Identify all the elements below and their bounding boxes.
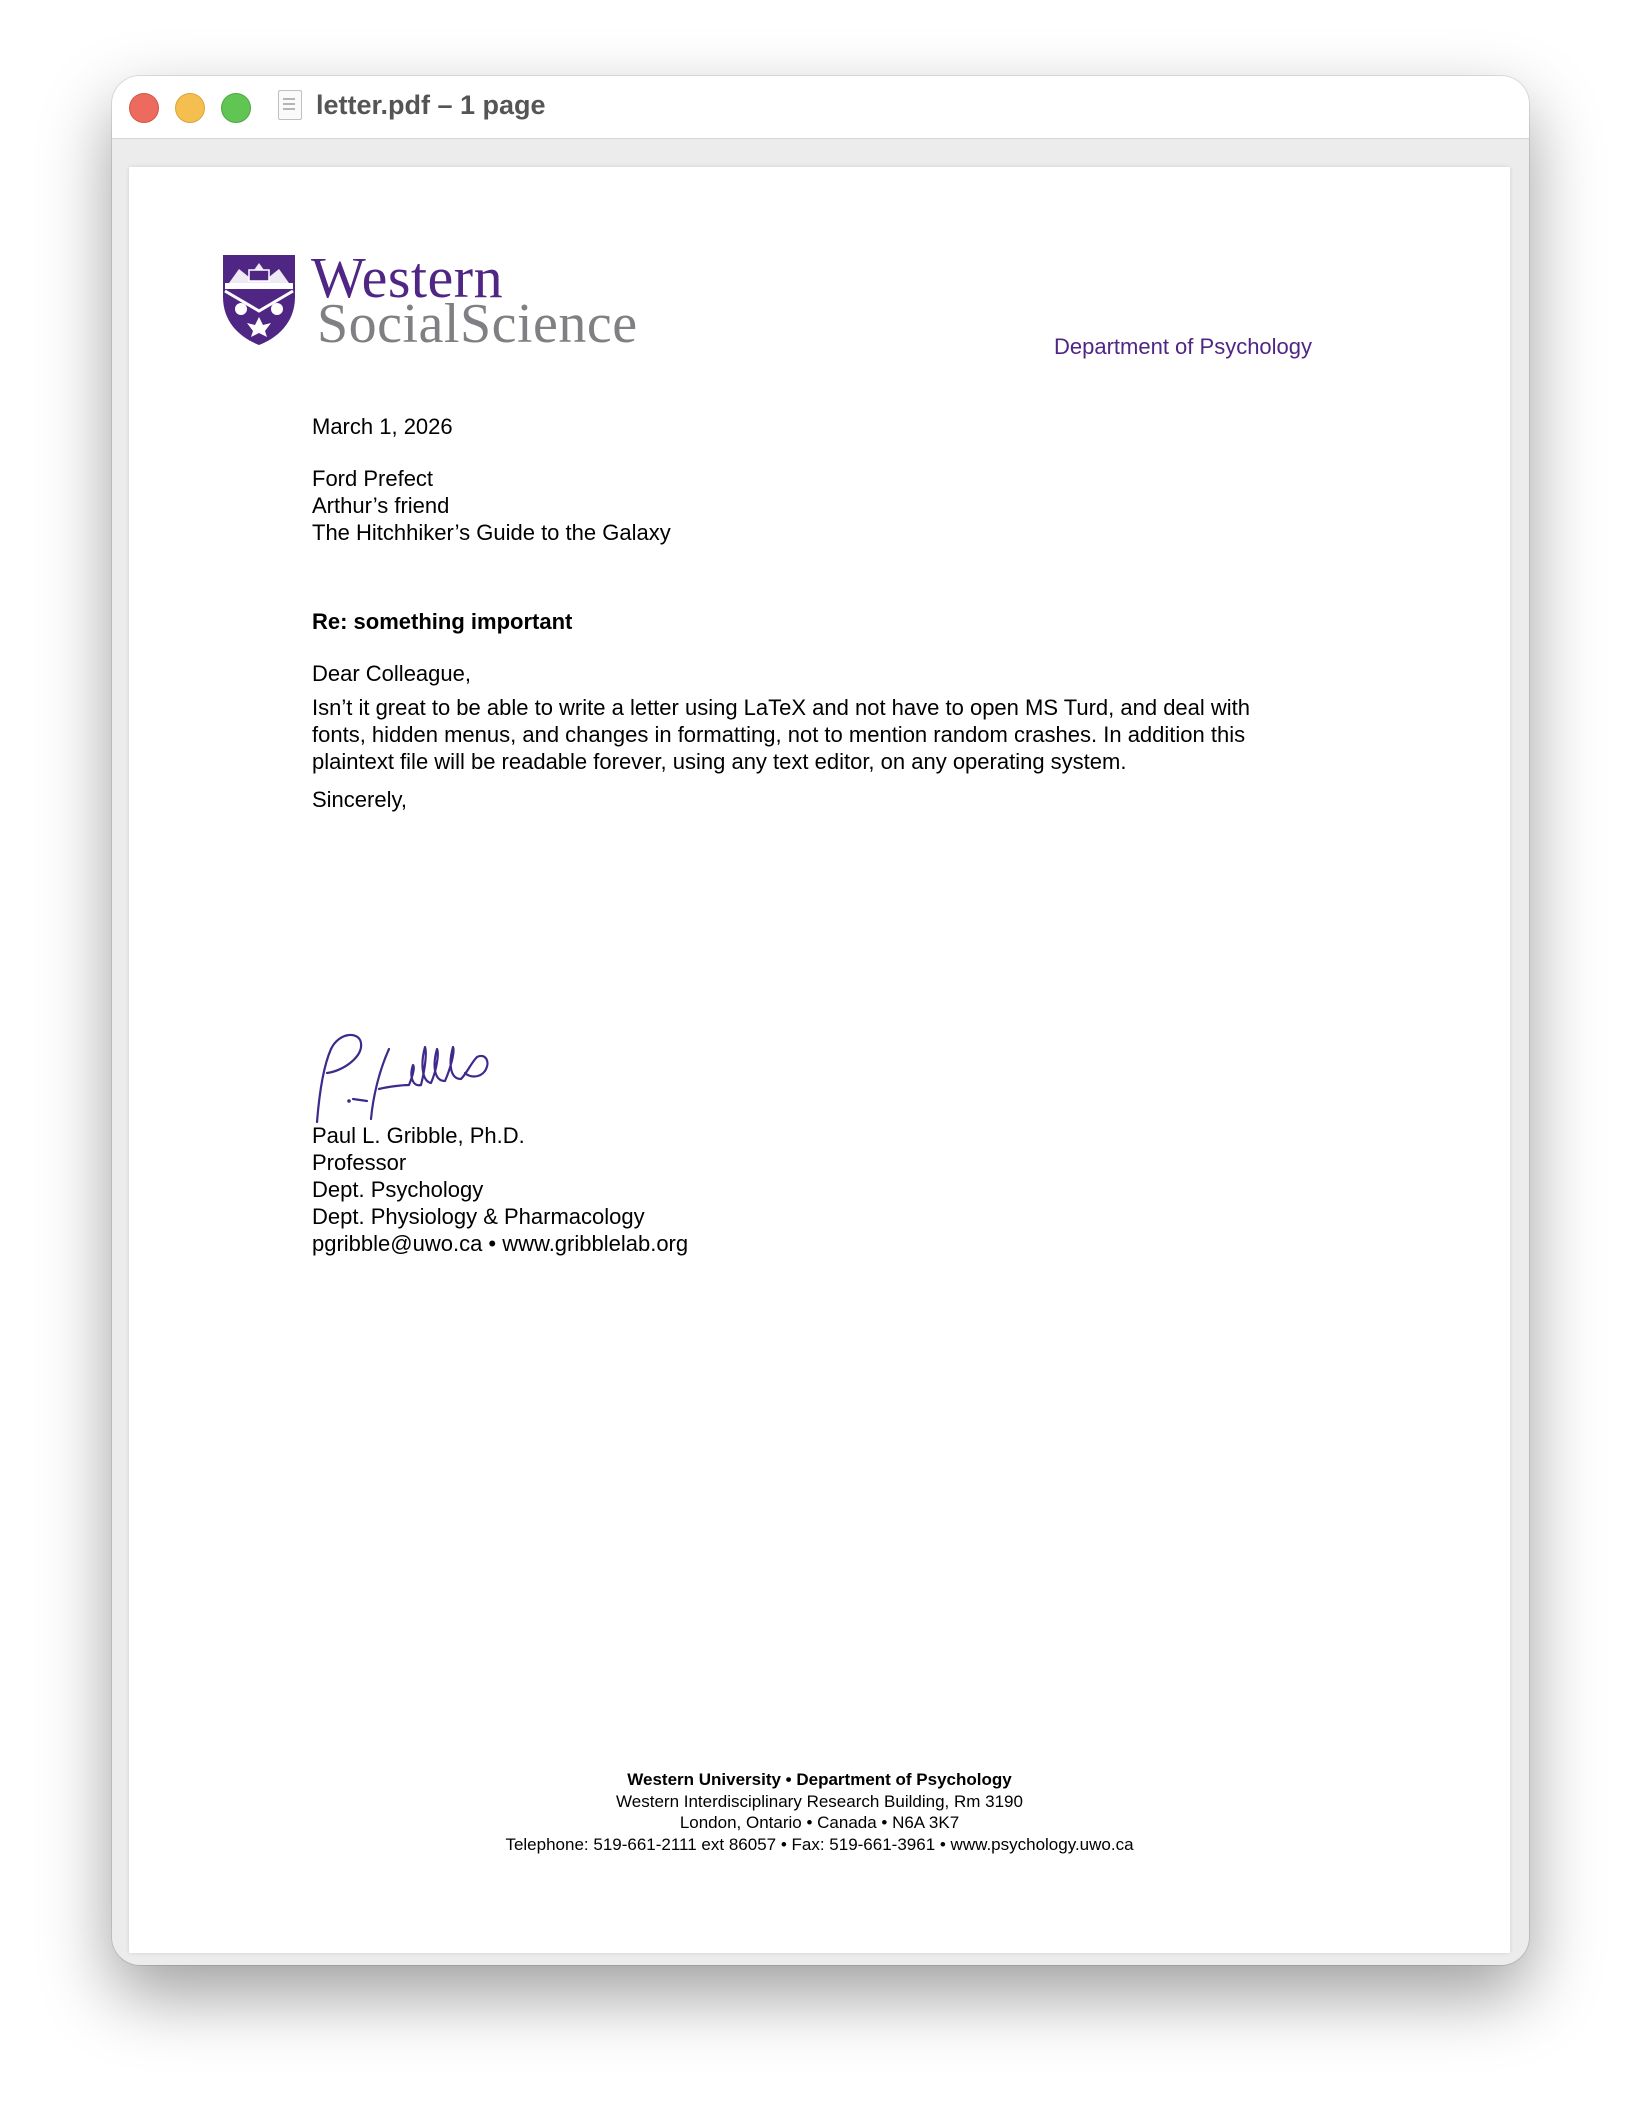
window-title: letter.pdf – 1 page (316, 90, 546, 120)
body-line: Isn’t it great to be able to write a letter using LaTeX and not have to open MS Turd, and deal with (312, 695, 1251, 720)
recipient-line: The Hitchhiker’s Guide to the Galaxy (312, 520, 671, 545)
letter-body (312, 694, 1250, 775)
pdf-page (129, 167, 1510, 1953)
footer-line: Western University • Department of Psychology (627, 1770, 1012, 1789)
signer-contact: pgribble@uwo.ca • www.gribblelab.org (312, 1231, 689, 1256)
letter-subject (312, 608, 572, 635)
logo-wordmark-socialscience: SocialScience (317, 293, 638, 355)
pdf-document-icon[interactable] (278, 90, 302, 120)
western-crest-icon (221, 253, 297, 347)
minimize-window-button[interactable] (175, 93, 205, 123)
letter-closing (312, 786, 407, 813)
recipient-block (312, 465, 671, 546)
zoom-window-button[interactable] (221, 93, 251, 123)
subject-text: Re: something important (312, 609, 573, 634)
body-line: plaintext file will be readable forever, using any text editor, on any operating system. (312, 749, 1127, 774)
signer-dept: Dept. Psychology (312, 1177, 484, 1202)
signer-name: Paul L. Gribble, Ph.D. (312, 1123, 525, 1148)
signer-block (312, 1122, 688, 1257)
logo-wordmark-western: Western (311, 245, 504, 310)
signer-title: Professor (312, 1150, 407, 1175)
letter-date (312, 413, 453, 440)
signature-image (309, 1027, 549, 1127)
salutation-text: Dear Colleague, (312, 661, 471, 686)
recipient-name: Ford Prefect (312, 466, 434, 491)
footer-line: Western Interdisciplinary Research Building, Rm 3190 (616, 1791, 1023, 1811)
footer-line: Telephone: 519-661-2111 ext 86057 • Fax: 519-661-3961 • www.psychology.uwo.ca (505, 1834, 1134, 1854)
date-text: March 1, 2026 (312, 414, 453, 439)
body-line: fonts, hidden menus, and changes in formatting, not to mention random crashes. In addition this (312, 722, 1246, 747)
signer-dept: Dept. Physiology & Pharmacology (312, 1204, 645, 1229)
closing-text: Sincerely, (312, 787, 407, 812)
recipient-line: Arthur’s friend (312, 493, 450, 518)
close-window-button[interactable] (129, 93, 159, 123)
letterhead-department: Department of Psychology (1054, 334, 1313, 359)
letter-salutation (312, 660, 471, 687)
title-bar[interactable] (112, 76, 1529, 139)
footer-line: London, Ontario • Canada • N6A 3K7 (679, 1813, 960, 1832)
letter-footer (129, 1769, 1510, 1855)
preview-window (112, 76, 1529, 1965)
